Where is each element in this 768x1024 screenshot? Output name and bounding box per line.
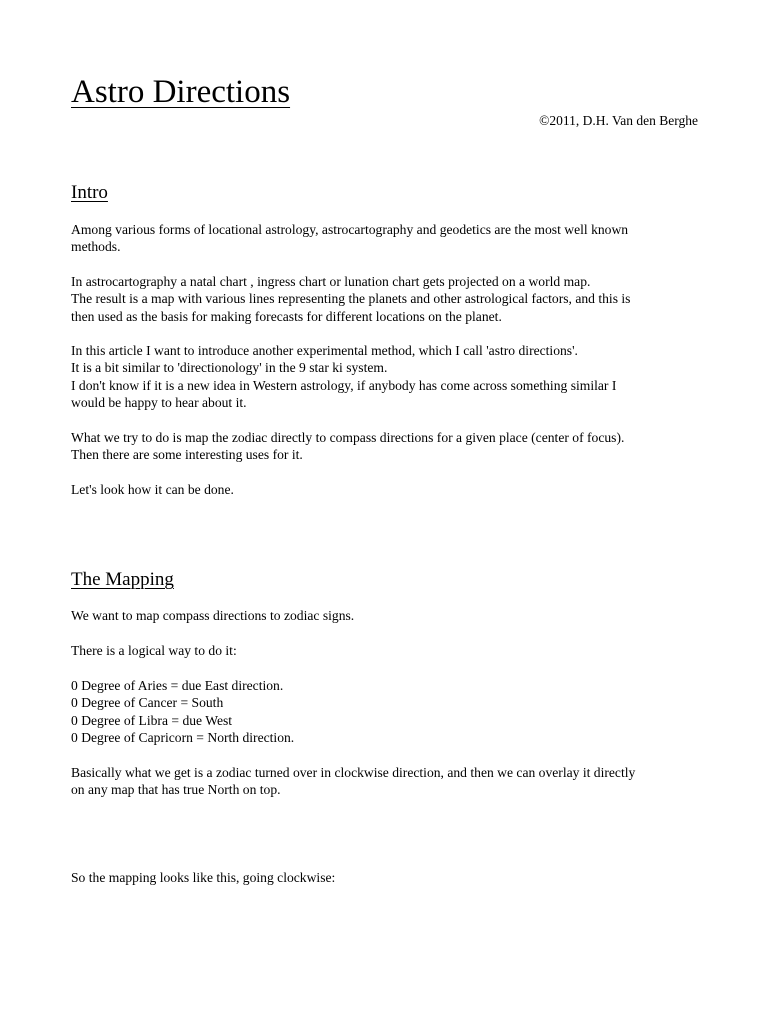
paragraph-line: What we try to do is map the zodiac directly to compass directions for a given place (center of focus). (71, 430, 625, 445)
paragraph-line: then used as the basis for making forecasts for different locations on the planet. (71, 308, 502, 324)
document-title: Astro Directions (71, 74, 291, 110)
mapping-list (71, 677, 701, 746)
intro-paragraph-2 (71, 273, 701, 325)
intro-paragraph-1 (71, 221, 701, 256)
intro-paragraph-5 (71, 481, 701, 498)
paragraph-line: So the mapping looks like this, going clockwise: (71, 870, 336, 885)
paragraph-line: In this article I want to introduce another experimental method, which I call 'astro directions'. (71, 343, 578, 358)
intro-paragraph-4 (71, 429, 701, 464)
list-item: 0 Degree of Cancer = South (71, 695, 224, 711)
paragraph-line: methods. (71, 239, 121, 255)
mapping-paragraph-2 (71, 642, 701, 659)
paragraph-line: In astrocartography a natal chart , ingress chart or lunation chart gets projected on a world map. (71, 274, 591, 289)
mapping-paragraph-5 (71, 869, 701, 886)
intro-paragraph-3 (71, 342, 701, 411)
paragraph-line: There is a logical way to do it: (71, 643, 237, 658)
mapping-paragraph-1 (71, 607, 701, 624)
list-item: 0 Degree of Libra = due West (71, 712, 233, 728)
paragraph-line: We want to map compass directions to zodiac signs. (71, 608, 355, 623)
paragraph-line: It is a bit similar to 'directionology' in the 9 star ki system. (71, 360, 388, 376)
paragraph-line: on any map that has true North on top. (71, 782, 281, 798)
list-item: 0 Degree of Aries = due East direction. (71, 678, 284, 693)
paragraph-line: The result is a map with various lines representing the planets and other astrological factors, and this is (71, 291, 631, 307)
paragraph-line: I don't know if it is a new idea in Western astrology, if anybody has come across something similar I (71, 377, 617, 393)
paragraph-line: Let's look how it can be done. (71, 482, 234, 497)
list-item: 0 Degree of Capricorn = North direction. (71, 729, 295, 745)
paragraph-line: Among various forms of locational astrology, astrocartography and geodetics are the most well known (71, 222, 629, 237)
section-heading-the-mapping: The Mapping (71, 569, 174, 590)
section-heading-intro: Intro (71, 182, 108, 203)
mapping-paragraph-4 (71, 764, 701, 799)
copyright-notice: ©2011, D.H. Van den Berghe (539, 113, 698, 128)
paragraph-line: would be happy to hear about it. (71, 394, 247, 410)
paragraph-line: Then there are some interesting uses for it. (71, 447, 303, 463)
paragraph-line: Basically what we get is a zodiac turned over in clockwise direction, and then we can overlay it directly (71, 765, 636, 780)
